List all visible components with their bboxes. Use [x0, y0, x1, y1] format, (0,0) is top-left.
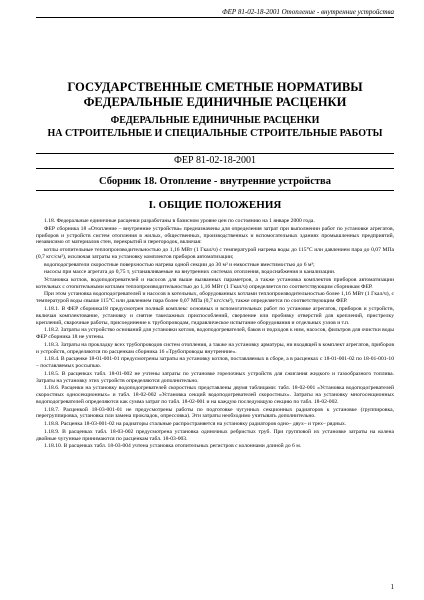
paragraph: 1.18.8. Расценка 18-03-001-02 на радиаторы стальные распространяется на установку радиаторов одно– двух– и трех– рядных. — [44, 421, 347, 427]
main-title-line-1: ГОСУДАРСТВЕННЫЕ СМЕТНЫЕ НОРМАТИВЫ — [67, 80, 363, 94]
paragraph: 1.18.1. В ФЕР сборника18 предусмотрен полный комплекс основных и вспомогательных работ по установке агрегатов, приборов и устройств, включая комплектование, установку и снятие такелажных приспособлений, сверление или пробивку отверстий для креплений, пристрелку креплений, сварочные работы, присоединение к трубопроводам, гидравлическое испытание оборудования и отдельных узлов и т.п. — [36, 305, 394, 326]
sub-title-line-2: НА СТРОИТЕЛЬНЫЕ И СПЕЦИАЛЬНЫЕ СТРОИТЕЛЬНЫЕ РАБОТЫ — [47, 127, 383, 139]
paragraph: При этом установка водоподогревателей и насосов в котельных, оборудованных котлами теплопроизводительностью более 1,16 МВт (1 Гкал/ч), с температурой воды свыше 115°С или давлением пара более 0,07 МПа (0,7 кгс/см²), также определяется по соответствующим ФЕР. — [36, 291, 394, 305]
paragraph: 1.18.3. Затраты на прокладку всех трубопроводов систем отопления, а также на установку арматуры, ни входящей в комплект агрегатов, приборов и устройств, определяются по расценкам сборника 16 «Трубопроводы внутренние». — [36, 341, 394, 355]
body-text — [36, 218, 394, 451]
collection-title: Сборник 18. Отопление - внутренние устройства — [36, 176, 394, 191]
paragraph: 1.18.10. В расценках табл. 18-03-004 учтена установка отопительных регистров с колоннами длиной до 6 м. — [44, 443, 302, 450]
sub-title-line-1: ФЕДЕРАЛЬНЫЕ ЕДИНИЧНЫЕ РАСЦЕНКИ — [110, 115, 320, 126]
main-title-line-2: ФЕДЕРАЛЬНЫЕ ЕДИНИЧНЫЕ РАСЦЕНКИ — [83, 95, 347, 109]
paragraph: 1.18. Федеральные единичные расценки разработаны в базисном уровне цен по состоянию на 1 январе 2000 года. — [44, 218, 315, 224]
paragraph: 1.18.4. В расценке 18-01-001-01 предусмотрены затраты на установку котлов, поставляемых в сборе, а в расценках с 18-01-001-02 по 18-01-001-10 – поставляемых россыпью. — [36, 356, 394, 369]
paragraph: 1.18.5. В расценках табл. 18-01-002 не учтены затраты по установке горелочных устройств для сжигания жидкого и газообразного топлива. Затраты на установку этих устройств определяются дополнительно. — [36, 370, 394, 384]
running-header: ФЕР 81-02-18-2001 Отопление - внутренние устройства — [36, 8, 394, 18]
paragraph: 1.18.9. В расценках табл. 18-03-002 предусмотрена установка одиночных ребристых труб. При групповой их установке затраты на колена двойные чугунные принимаются по расценкам табл. 18-03-003. — [36, 428, 394, 442]
paragraph: котлы отопительные теплопроизводительностью до 1,16 МВт (1 Гкал/ч) с температурой нагрева воды до 115°С или давлением пара до 0,07 МПа (0,7 кгс/см²), исключая затраты на установку комплектов приборов автоматизации; — [36, 247, 394, 260]
paragraph: 1.18.6. Расценки на установку водоподогревателей скоростных представлены двумя таблицами: табл. 18-02-001 «Установка водоподогревателей скоростных односекционных» и табл. 18-02-002 «Установка секций водоподогревателей скоростных». Затраты на установку многосекционных водоподогревателей определяются как сумма затрат по табл. 18-02-001 и на каждую последующую секцию по табл. 18-02-002. — [36, 385, 394, 405]
paragraph: водоподогреватели скоростные поверхностью нагрева одной секции до 30 м² и емкостные вместимостью до 6 м³; — [44, 261, 315, 268]
paragraph: 1.18.2. Затраты на устройство оснований для установки котлов, водоподогревателей, баков и подходов к ним, насосов, фильтров для очистки воды ФЕР сборника 18 не учтены. — [36, 327, 394, 340]
page-number: 1 — [390, 583, 394, 591]
paragraph: ФЕР сборника 18 «Отопление – внутренние устройства» предназначены для определения затрат при выполнении работ по установке агрегатов, приборов и устройств систем отопления в жилых, общественных, производственных и вспомогательных зданиях промышленных предприятий, независимо от материалов стен, перекрытий и перегородок, включая: — [36, 225, 394, 246]
paragraph: насосы при массе агрегата до 0,75 т, устанавливаемые на внутренних системах отопления, водоснабжения и канализации. — [44, 269, 336, 276]
paragraph: 1.18.7. Расценкой 18-03-001-01 не предусмотрены работы по подготовке чугунных секционных радиаторов к установке (группировка, перегруппировка, установка пли замена прокладок, опрессовка). Эти затраты необходимо учитывать дополнительно. — [36, 406, 394, 420]
paragraph: Установка котлов, водоподогревателей и насосов для выше вызванных параметров, а также установка комплектов приборов автоматизации котельных с отопительными котлами теплопроизводительностью до 1,16 МВт (1 Гкал/ч) определяется по соответствующим сборникам ФЕР. — [36, 276, 394, 290]
document-code: ФЕР 81-02-18-2001 — [36, 153, 394, 169]
main-title — [36, 80, 394, 110]
sub-title — [36, 115, 394, 140]
section-title: I. ОБЩИЕ ПОЛОЖЕНИЯ — [148, 199, 282, 211]
